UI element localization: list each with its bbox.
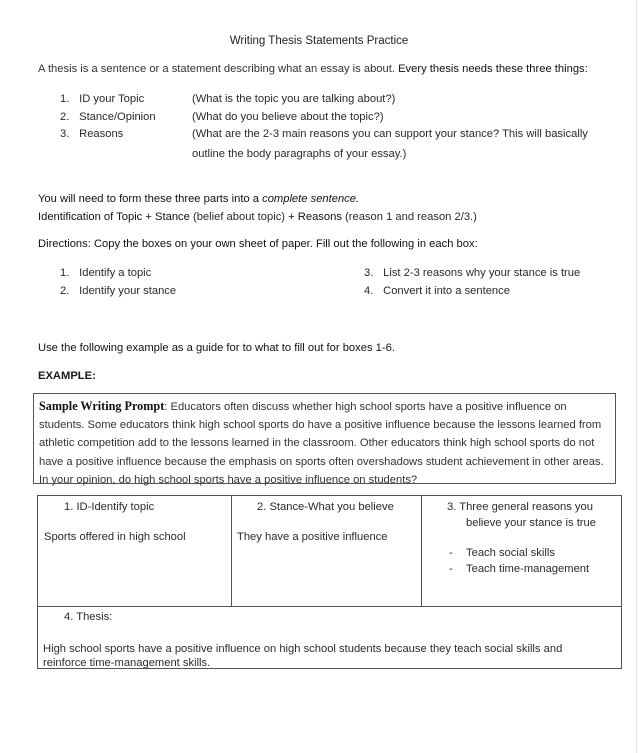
part-3-desc: (What are the 2-3 main reasons you can support your stance? This will basically bbox=[192, 128, 588, 140]
example-grid bbox=[37, 495, 622, 669]
direction-item-4: 4. Convert it into a sentence bbox=[364, 285, 510, 297]
box-1-answer: Sports offered in high school bbox=[44, 531, 186, 543]
box-4-answer-line2: reinforce time-management skills. bbox=[43, 657, 211, 669]
part-3-label: 3. Reasons bbox=[60, 128, 124, 140]
complete-sentence-emphasis: complete sentence. bbox=[262, 193, 360, 205]
part-2-desc: (What do you believe about the topic?) bbox=[192, 111, 384, 123]
direction-item-1: 1. Identify a topic bbox=[60, 267, 152, 279]
sample-prompt-lead: Sample Writing Prompt bbox=[39, 399, 165, 413]
sample-prompt-box bbox=[33, 393, 616, 484]
box-3-bullet-1: Teach social skills bbox=[466, 547, 555, 559]
grid-divider-2 bbox=[421, 496, 422, 606]
box-3-bullet-1-mark: - bbox=[449, 547, 453, 559]
document-title: Writing Thesis Statements Practice bbox=[229, 35, 409, 47]
intro-definition: A thesis is a sentence or a statement describing what an essay is about. bbox=[38, 63, 395, 75]
box-4-heading: 4. Thesis: bbox=[64, 611, 113, 623]
box-4-answer-line1: High school sports have a positive influence on high school students because they teach social skills and bbox=[43, 643, 563, 655]
box-1-heading: 1. ID-Identify topic bbox=[64, 501, 155, 513]
intro-requirement: Every thesis needs these three things: bbox=[398, 63, 588, 75]
directions: Directions: Copy the boxes on your own sheet of paper. Fill out the following in each box: bbox=[38, 238, 478, 250]
part-1-label: 1. ID your Topic bbox=[60, 93, 145, 105]
guide-text: Use the following example as a guide for to what to fill out for boxes 1-6. bbox=[38, 342, 395, 354]
part-3-desc-cont: outline the body paragraphs of your essay.) bbox=[192, 148, 407, 160]
box-2-heading: 2. Stance-What you believe bbox=[257, 501, 394, 513]
box-3-heading-line1: 3. Three general reasons you bbox=[447, 501, 593, 513]
direction-item-3: 3. List 2-3 reasons why your stance is true bbox=[364, 267, 581, 279]
formula-line: Identification of Topic + Stance (belief about topic) + Reasons (reason 1 and reason 2/3.) bbox=[38, 211, 477, 223]
part-2-label: 2. Stance/Opinion bbox=[60, 111, 156, 123]
scan-edge-line bbox=[636, 0, 637, 753]
grid-row-divider bbox=[38, 606, 621, 607]
box-3-bullet-2-mark: - bbox=[449, 563, 453, 575]
direction-item-2: 2. Identify your stance bbox=[60, 285, 177, 297]
part-1-desc: (What is the topic you are talking about?) bbox=[192, 93, 396, 105]
box-3-heading-line2: believe your stance is true bbox=[466, 517, 596, 529]
box-2-answer: They have a positive influence bbox=[237, 531, 388, 543]
sample-prompt-body: : Educators often discuss whether high school sports have a positive influence on students. Some educators think high school sports do have a positive influence because the lessons learned from athletic competition add to the lessons learned in the classroom. Other educators think high school sports do not have a positive influence because the emphasis on sports often overshadows student achievement in other areas. In your opinion, do high school sports have a positive influence on students? bbox=[39, 401, 604, 486]
grid-divider-1 bbox=[231, 496, 232, 606]
form-sentence-instruction: You will need to form these three parts into a complete sentence. bbox=[38, 193, 360, 205]
example-label: EXAMPLE: bbox=[38, 370, 96, 382]
intro-line bbox=[38, 62, 588, 76]
box-3-bullet-2: Teach time-management bbox=[466, 563, 590, 575]
